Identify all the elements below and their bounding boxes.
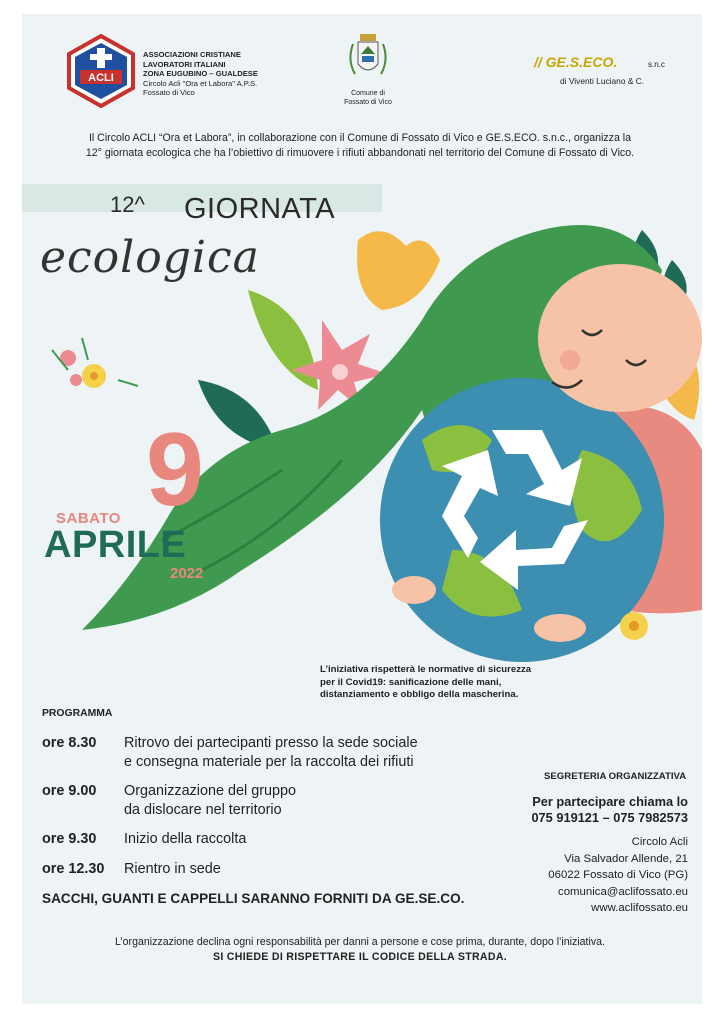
programma-line: Organizzazione del gruppo <box>124 783 296 799</box>
programma-line: Inizio della raccolta <box>124 831 247 847</box>
intro-line-1: Il Circolo ACLI “Ora et Labora”, in collaborazione con il Comune di Fossato di Vico e GE.S.ECO. s.n.c., organizza la <box>88 132 632 144</box>
comune-crest-icon <box>345 30 391 88</box>
programma-line: Rientro in sede <box>124 861 221 877</box>
acli-association-name <box>143 50 258 98</box>
acli-logo-text: ACLI <box>88 72 114 84</box>
event-month: APRILE <box>44 524 187 566</box>
programma-line: Ritrovo dei partecipanti presso la sede sociale <box>124 735 418 751</box>
geseco-suffix: s.n.c <box>648 60 665 69</box>
contact-website: www.aclifossato.eu <box>591 902 688 914</box>
phone-numbers: 075 919121 – 075 7982573 <box>531 810 688 825</box>
programma-description <box>124 782 484 820</box>
covid-line-3: distanziamento e obbligo della mascherina. <box>320 689 519 700</box>
covid-line-1: L’iniziativa rispetterà le normative di sicurezza <box>320 664 532 675</box>
programma-line: da dislocare nel territorio <box>124 802 282 818</box>
programma-time: ore 8.30 <box>42 735 97 751</box>
globe <box>380 378 664 662</box>
covid-line-2: per il Covid19: sanificazione delle mani, <box>320 676 502 688</box>
acli-line-5: Fossato di Vico <box>143 88 195 98</box>
acli-line-2: LAVORATORI ITALIANI <box>143 59 226 69</box>
call-label: Per partecipare chiama lo <box>532 794 688 809</box>
acli-line-1: ASSOCIAZIONI CRISTIANE <box>143 50 241 59</box>
right-hand <box>534 614 586 642</box>
acli-logo <box>66 34 136 108</box>
intro-line-2: 12° giornata ecologica che ha l’obiettivo di rimuovere i rifiuti abbandonati nel territorio del Comune di Fossato di Vico. <box>85 147 635 159</box>
geseco-logo: // GE.S.ECO. <box>534 54 618 70</box>
acli-line-4: Circolo Acli "Ora et Labora" A.P.S. <box>143 78 258 88</box>
geseco-owner: di Viventi Luciano & C. <box>560 76 645 86</box>
programma-time: ore 12.30 <box>42 861 105 877</box>
edition-number: 12^ <box>110 192 145 217</box>
event-year: 2022 <box>170 565 204 582</box>
contact-city: 06022 Fossato di Vico (PG) <box>548 869 688 881</box>
contact-details <box>480 834 688 917</box>
programma-heading: PROGRAMMA <box>42 708 113 719</box>
call-to-participate <box>526 794 688 826</box>
liability-disclaimer: L’organizzazione declina ogni responsabilità per danni a persone e cose prima, durante, dopo l’iniziativa. <box>115 936 605 948</box>
programma-line: e consegna materiale per la raccolta dei rifiuti <box>124 754 414 770</box>
programma-description <box>124 860 484 879</box>
supplies-notice: SACCHI, GUANTI E CAPPELLI SARANNO FORNITI DA GE.SE.CO. <box>42 891 465 906</box>
contact-email: comunica@aclifossato.eu <box>558 885 688 898</box>
left-hand <box>392 576 436 604</box>
acli-line-3: ZONA EUGUBINO – GUALDESE <box>143 69 258 79</box>
event-weekday: SABATO <box>56 510 121 527</box>
road-code-notice: SI CHIEDE DI RISPETTARE IL CODICE DELLA STRADA. <box>212 951 508 963</box>
title-giornata: GIORNATA <box>184 193 336 225</box>
comune-name <box>330 90 406 107</box>
contact-org: Circolo Acli <box>631 836 688 848</box>
intro-paragraph <box>40 131 680 161</box>
title-ecologica: ecologica <box>40 232 260 283</box>
comune-line-2: Fossato di Vico <box>344 98 392 106</box>
programma-description <box>124 830 484 849</box>
flower-small <box>52 338 138 388</box>
programma-description <box>124 734 484 772</box>
girl-face <box>538 264 702 412</box>
flower-yellow <box>620 612 648 640</box>
segreteria-heading: SEGRETERIA ORGANIZZATIVA <box>544 771 687 782</box>
programma-time: ore 9.00 <box>42 783 97 799</box>
contact-street: Via Salvador Allende, 21 <box>564 852 688 865</box>
covid-safety-note <box>320 664 620 702</box>
event-day-number: 9 <box>146 412 204 528</box>
comune-line-1: Comune di <box>351 90 385 97</box>
programma-time: ore 9.30 <box>42 831 97 847</box>
